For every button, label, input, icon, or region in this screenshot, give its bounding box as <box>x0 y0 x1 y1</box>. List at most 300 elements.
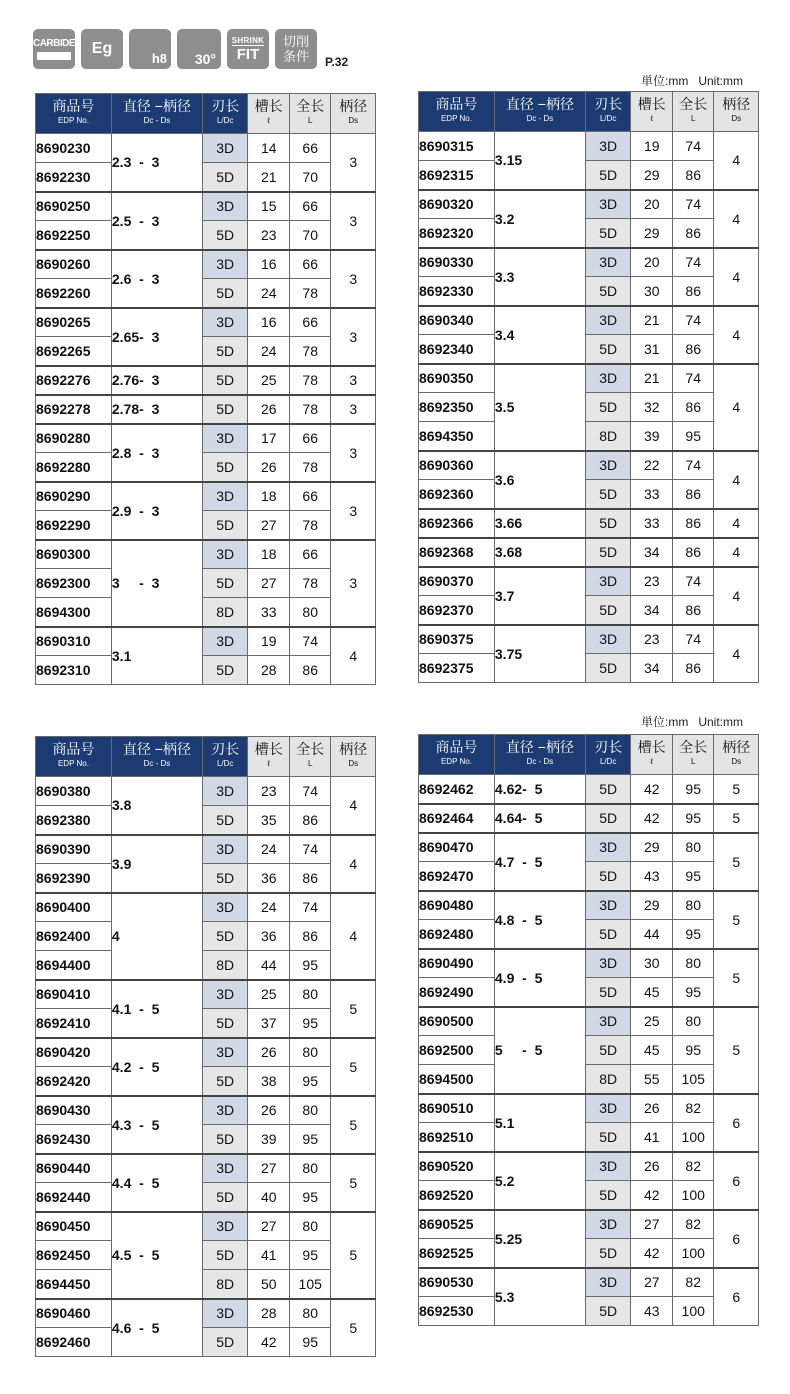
shank-diameter-cell: 3 <box>331 366 376 395</box>
table-row <box>419 804 759 833</box>
table-row <box>36 864 376 893</box>
table-row <box>36 337 376 366</box>
flute-length-cell: 29 <box>631 891 672 920</box>
length-ratio-cell: 5D <box>585 978 631 1007</box>
edp-number-cell: 8690400 <box>36 893 112 922</box>
flute-length-cell: 27 <box>248 1154 289 1183</box>
length-ratio-cell: 3D <box>202 980 248 1009</box>
flute-length-cell: 26 <box>248 395 289 424</box>
column-header-shank <box>714 735 759 775</box>
column-header-edp <box>419 735 495 775</box>
edp-number-cell: 8692340 <box>419 335 495 364</box>
length-ratio-cell: 3D <box>202 192 248 221</box>
overall-length-cell: 86 <box>289 864 330 893</box>
table-row <box>419 1007 759 1036</box>
shank-diameter-cell: 5 <box>714 891 759 949</box>
overall-length-cell: 78 <box>289 453 330 482</box>
length-ratio-cell: 5D <box>585 1297 631 1326</box>
edp-number-cell: 8692360 <box>419 480 495 509</box>
length-ratio-cell: 5D <box>202 1183 248 1212</box>
diameter-cell: 3.7 <box>494 567 585 625</box>
column-header-cn: 槽长 <box>637 96 666 112</box>
table-row <box>36 511 376 540</box>
table-row <box>419 1094 759 1123</box>
overall-length-cell: 86 <box>289 656 330 685</box>
table-row <box>36 777 376 806</box>
column-header-edp <box>419 92 495 132</box>
length-ratio-cell: 5D <box>585 654 631 683</box>
length-ratio-cell: 3D <box>585 1094 631 1123</box>
table-row <box>36 482 376 511</box>
length-ratio-cell: 3D <box>202 540 248 569</box>
diameter-cell: 4.9 - 5 <box>494 949 585 1007</box>
overall-length-cell: 74 <box>672 364 713 393</box>
flute-length-cell: 34 <box>631 654 672 683</box>
overall-length-cell: 86 <box>672 219 713 248</box>
column-header-dia <box>111 94 202 134</box>
diameter-cell: 3.4 <box>494 306 585 364</box>
table-row <box>36 424 376 453</box>
diameter-cell: 4.64- 5 <box>494 804 585 833</box>
column-header-cn: 柄径 <box>722 739 751 755</box>
edp-number-cell: 8690375 <box>419 625 495 654</box>
edp-number-cell: 8692366 <box>419 509 495 538</box>
edp-number-cell: 8690230 <box>36 134 112 163</box>
length-ratio-cell: 5D <box>202 337 248 366</box>
length-ratio-cell: 5D <box>202 221 248 250</box>
diameter-cell: 2.6 - 3 <box>111 250 202 308</box>
flute-length-cell: 21 <box>631 364 672 393</box>
flute-length-cell: 23 <box>631 567 672 596</box>
diameter-cell: 4.7 - 5 <box>494 833 585 891</box>
table-row <box>419 480 759 509</box>
table-row <box>419 364 759 393</box>
column-header-cn: 槽长 <box>254 98 283 114</box>
overall-length-cell: 78 <box>289 511 330 540</box>
shrink-fit-icon-label-top: SHRINK <box>231 35 265 45</box>
shank-diameter-cell: 4 <box>714 306 759 364</box>
column-header-total <box>289 737 330 777</box>
table-row <box>36 1038 376 1067</box>
diameter-cell: 3.6 <box>494 451 585 509</box>
length-ratio-cell: 3D <box>202 482 248 511</box>
spec-table-3 <box>35 736 376 1357</box>
table-row <box>36 835 376 864</box>
length-ratio-cell: 5D <box>202 366 248 395</box>
edp-number-cell: 8692315 <box>419 161 495 190</box>
edp-number-cell: 8692400 <box>36 922 112 951</box>
column-header-dia <box>494 92 585 132</box>
length-ratio-cell: 8D <box>202 598 248 627</box>
overall-length-cell: 74 <box>672 306 713 335</box>
length-ratio-cell: 3D <box>585 451 631 480</box>
length-ratio-cell: 3D <box>202 1096 248 1125</box>
column-header-cn: 柄径 <box>339 741 368 757</box>
length-ratio-cell: 5D <box>202 453 248 482</box>
column-header-flute <box>631 735 672 775</box>
shank-diameter-cell: 3 <box>331 482 376 540</box>
header-row <box>36 737 376 777</box>
overall-length-cell: 95 <box>289 1328 330 1357</box>
overall-length-cell: 78 <box>289 395 330 424</box>
overall-length-cell: 66 <box>289 424 330 453</box>
header-row <box>36 94 376 134</box>
edp-number-cell: 8692260 <box>36 279 112 308</box>
column-header-cn: 刃长 <box>594 96 623 112</box>
edp-number-cell: 8692530 <box>419 1297 495 1326</box>
diameter-cell: 4.2 - 5 <box>111 1038 202 1096</box>
column-header-en: Dc - Ds <box>526 114 554 123</box>
overall-length-cell: 95 <box>289 1125 330 1154</box>
edp-number-cell: 8690450 <box>36 1212 112 1241</box>
edp-number-cell: 8692276 <box>36 366 112 395</box>
edp-number-cell: 8690430 <box>36 1096 112 1125</box>
table-row <box>36 951 376 980</box>
column-header-en: L/Dc <box>599 114 617 123</box>
length-ratio-cell: 5D <box>585 920 631 949</box>
edp-number-cell: 8692480 <box>419 920 495 949</box>
length-ratio-cell: 5D <box>585 219 631 248</box>
flute-length-cell: 42 <box>631 1239 672 1268</box>
diameter-cell: 5.3 <box>494 1268 585 1326</box>
header-row <box>419 735 759 775</box>
overall-length-cell: 95 <box>672 775 713 804</box>
shank-diameter-cell: 4 <box>714 625 759 683</box>
edp-number-cell: 8692460 <box>36 1328 112 1357</box>
column-header-en: Ds <box>348 759 359 768</box>
table-row <box>36 308 376 337</box>
edp-number-cell: 8694350 <box>419 422 495 451</box>
table-row <box>36 1183 376 1212</box>
carbide-icon-label: CARBIDE <box>32 38 76 49</box>
column-header-en: Dc - Ds <box>143 116 171 125</box>
length-ratio-cell: 3D <box>202 1038 248 1067</box>
overall-length-cell: 86 <box>672 509 713 538</box>
table-row <box>36 221 376 250</box>
shank-diameter-cell: 4 <box>714 538 759 567</box>
overall-length-cell: 95 <box>289 1241 330 1270</box>
overall-length-cell: 100 <box>672 1181 713 1210</box>
diameter-cell: 2.78- 3 <box>111 395 202 424</box>
edp-number-cell: 8692250 <box>36 221 112 250</box>
length-ratio-cell: 5D <box>585 1181 631 1210</box>
length-ratio-cell: 5D <box>585 1123 631 1152</box>
table-row <box>36 1009 376 1038</box>
edp-number-cell: 8692520 <box>419 1181 495 1210</box>
overall-length-cell: 100 <box>672 1123 713 1152</box>
overall-length-cell: 95 <box>289 1009 330 1038</box>
edp-number-cell: 8690380 <box>36 777 112 806</box>
diameter-cell: 2.76- 3 <box>111 366 202 395</box>
overall-length-cell: 86 <box>672 480 713 509</box>
diameter-cell: 4.8 - 5 <box>494 891 585 949</box>
shank-diameter-cell: 5 <box>331 1212 376 1299</box>
edp-number-cell: 8692450 <box>36 1241 112 1270</box>
overall-length-cell: 80 <box>672 833 713 862</box>
edp-number-cell: 8690370 <box>419 567 495 596</box>
flute-length-cell: 42 <box>248 1328 289 1357</box>
flute-length-cell: 34 <box>631 538 672 567</box>
flute-length-cell: 30 <box>631 277 672 306</box>
edp-number-cell: 8690330 <box>419 248 495 277</box>
column-header-cn: 柄径 <box>722 96 751 112</box>
length-ratio-cell: 3D <box>202 835 248 864</box>
length-ratio-cell: 3D <box>202 1212 248 1241</box>
table-row <box>419 625 759 654</box>
shank-diameter-cell: 4 <box>331 777 376 835</box>
shank-diameter-cell: 5 <box>714 775 759 804</box>
flute-length-cell: 43 <box>631 862 672 891</box>
edp-number-cell: 8692525 <box>419 1239 495 1268</box>
shank-diameter-cell: 4 <box>714 248 759 306</box>
edp-number-cell: 8690420 <box>36 1038 112 1067</box>
shank-diameter-cell: 4 <box>331 627 376 685</box>
table-row <box>419 1123 759 1152</box>
diameter-cell: 4.5 - 5 <box>111 1212 202 1299</box>
shank-diameter-cell: 4 <box>331 893 376 980</box>
table-row <box>36 598 376 627</box>
overall-length-cell: 95 <box>672 804 713 833</box>
overall-length-cell: 74 <box>289 777 330 806</box>
table-row <box>36 163 376 192</box>
length-ratio-cell: 5D <box>202 1067 248 1096</box>
overall-length-cell: 80 <box>289 1299 330 1328</box>
table-row <box>36 134 376 163</box>
table-row <box>36 656 376 685</box>
edp-number-cell: 8690260 <box>36 250 112 279</box>
table-row <box>36 1067 376 1096</box>
overall-length-cell: 70 <box>289 163 330 192</box>
flute-length-cell: 39 <box>631 422 672 451</box>
column-header-en: Dc - Ds <box>143 759 171 768</box>
table-row <box>419 219 759 248</box>
flute-length-cell: 38 <box>248 1067 289 1096</box>
flute-length-cell: 25 <box>248 366 289 395</box>
shank-diameter-cell: 3 <box>331 192 376 250</box>
overall-length-cell: 86 <box>672 538 713 567</box>
overall-length-cell: 80 <box>289 1096 330 1125</box>
overall-length-cell: 86 <box>672 654 713 683</box>
overall-length-cell: 66 <box>289 192 330 221</box>
edp-number-cell: 8692265 <box>36 337 112 366</box>
h8-icon <box>129 29 171 69</box>
edp-number-cell: 8692300 <box>36 569 112 598</box>
length-ratio-cell: 5D <box>585 538 631 567</box>
length-ratio-cell: 5D <box>585 161 631 190</box>
edp-number-cell: 8690490 <box>419 949 495 978</box>
overall-length-cell: 74 <box>289 893 330 922</box>
flute-length-cell: 18 <box>248 482 289 511</box>
diameter-cell: 2.65- 3 <box>111 308 202 366</box>
shank-diameter-cell: 5 <box>331 1154 376 1212</box>
flute-length-cell: 36 <box>248 922 289 951</box>
diameter-cell: 2.3 - 3 <box>111 134 202 192</box>
flute-length-cell: 25 <box>631 1007 672 1036</box>
length-ratio-cell: 5D <box>202 806 248 835</box>
length-ratio-cell: 5D <box>202 511 248 540</box>
column-header-cn: 商品号 <box>52 741 95 757</box>
flute-length-cell: 28 <box>248 656 289 685</box>
flute-length-cell: 50 <box>248 1270 289 1299</box>
diameter-cell: 3.68 <box>494 538 585 567</box>
shank-diameter-cell: 5 <box>714 833 759 891</box>
length-ratio-cell: 8D <box>202 1270 248 1299</box>
cutting-conditions-icon-label: 切削 条件 <box>282 34 309 64</box>
edp-number-cell: 8694300 <box>36 598 112 627</box>
column-header-edp <box>36 94 112 134</box>
column-header-en: L/Dc <box>216 116 234 125</box>
column-header-ld <box>585 735 631 775</box>
column-header-en: L/Dc <box>216 759 234 768</box>
diameter-cell: 5.25 <box>494 1210 585 1268</box>
length-ratio-cell: 3D <box>202 308 248 337</box>
length-ratio-cell: 5D <box>585 393 631 422</box>
length-ratio-cell: 5D <box>202 569 248 598</box>
shank-diameter-cell: 5 <box>714 1007 759 1094</box>
table-row <box>36 922 376 951</box>
flute-length-cell: 27 <box>248 511 289 540</box>
table-row <box>419 451 759 480</box>
edp-number-cell: 8690315 <box>419 132 495 161</box>
edp-number-cell: 8690510 <box>419 1094 495 1123</box>
edp-number-cell: 8690525 <box>419 1210 495 1239</box>
edp-number-cell: 8690530 <box>419 1268 495 1297</box>
edp-number-cell: 8692470 <box>419 862 495 891</box>
column-header-en: L <box>307 116 313 125</box>
table-row <box>419 1268 759 1297</box>
flute-length-cell: 26 <box>631 1094 672 1123</box>
table-row <box>419 1152 759 1181</box>
column-header-flute <box>248 737 289 777</box>
unit-label-bottom: 単位:mm Unit:mm <box>641 715 743 729</box>
overall-length-cell: 82 <box>672 1152 713 1181</box>
length-ratio-cell: 5D <box>202 1328 248 1357</box>
overall-length-cell: 95 <box>289 951 330 980</box>
column-header-en: ℓ <box>267 116 271 125</box>
length-ratio-cell: 5D <box>585 509 631 538</box>
length-ratio-cell: 3D <box>585 132 631 161</box>
length-ratio-cell: 5D <box>585 480 631 509</box>
length-ratio-cell: 3D <box>202 893 248 922</box>
flute-length-cell: 39 <box>248 1125 289 1154</box>
shank-diameter-cell: 5 <box>331 1299 376 1357</box>
diameter-cell: 4.1 - 5 <box>111 980 202 1038</box>
table-row <box>36 627 376 656</box>
table-row <box>36 1125 376 1154</box>
column-header-en: L/Dc <box>599 757 617 766</box>
column-header-en: EDP No. <box>440 757 472 766</box>
length-ratio-cell: 3D <box>585 1210 631 1239</box>
edp-number-cell: 8694500 <box>419 1065 495 1094</box>
flute-length-cell: 20 <box>631 248 672 277</box>
diameter-cell: 4.62- 5 <box>494 775 585 804</box>
eg-icon <box>81 29 123 69</box>
edp-number-cell: 8690320 <box>419 190 495 219</box>
table-row <box>419 277 759 306</box>
column-header-total <box>289 94 330 134</box>
length-ratio-cell: 3D <box>585 949 631 978</box>
flute-length-cell: 29 <box>631 219 672 248</box>
eg-icon-label: Eg <box>91 40 113 57</box>
edp-number-cell: 8690410 <box>36 980 112 1009</box>
diameter-cell: 3.2 <box>494 190 585 248</box>
overall-length-cell: 80 <box>672 949 713 978</box>
overall-length-cell: 78 <box>289 279 330 308</box>
length-ratio-cell: 3D <box>202 1154 248 1183</box>
diameter-cell: 2.8 - 3 <box>111 424 202 482</box>
shank-diameter-cell: 6 <box>714 1268 759 1326</box>
unit-label-top: 単位:mm Unit:mm <box>641 74 743 88</box>
shank-diameter-cell: 3 <box>331 134 376 192</box>
edp-number-cell: 8692500 <box>419 1036 495 1065</box>
column-header-en: ℓ <box>650 114 654 123</box>
column-header-ld <box>202 94 248 134</box>
shrink-fit-icon <box>227 29 269 69</box>
column-header-total <box>672 735 713 775</box>
flute-length-cell: 33 <box>631 480 672 509</box>
length-ratio-cell: 8D <box>202 951 248 980</box>
overall-length-cell: 86 <box>672 335 713 364</box>
column-header-cn: 直径 −柄径 <box>122 741 191 757</box>
edp-number-cell: 8690390 <box>36 835 112 864</box>
table-row <box>419 248 759 277</box>
table-row <box>419 978 759 1007</box>
table-row <box>36 279 376 308</box>
overall-length-cell: 80 <box>289 1154 330 1183</box>
flute-length-cell: 29 <box>631 833 672 862</box>
table-row <box>36 192 376 221</box>
flute-length-cell: 26 <box>631 1152 672 1181</box>
diameter-cell: 3.8 <box>111 777 202 835</box>
overall-length-cell: 105 <box>672 1065 713 1094</box>
table-row <box>419 190 759 219</box>
overall-length-cell: 80 <box>672 891 713 920</box>
flute-length-cell: 33 <box>248 598 289 627</box>
column-header-en: ℓ <box>267 759 271 768</box>
flute-length-cell: 16 <box>248 308 289 337</box>
shank-diameter-cell: 4 <box>714 364 759 451</box>
flute-length-cell: 36 <box>248 864 289 893</box>
flute-length-cell: 31 <box>631 335 672 364</box>
column-header-cn: 全长 <box>296 741 325 757</box>
edp-number-cell: 8690350 <box>419 364 495 393</box>
length-ratio-cell: 8D <box>585 1065 631 1094</box>
edp-number-cell: 8692230 <box>36 163 112 192</box>
edp-number-cell: 8690250 <box>36 192 112 221</box>
overall-length-cell: 82 <box>672 1268 713 1297</box>
table-row <box>419 833 759 862</box>
column-header-en: Dc - Ds <box>526 757 554 766</box>
length-ratio-cell: 3D <box>585 1007 631 1036</box>
overall-length-cell: 86 <box>289 806 330 835</box>
edp-number-cell: 8692330 <box>419 277 495 306</box>
carbide-icon <box>33 29 75 69</box>
edp-number-cell: 8692380 <box>36 806 112 835</box>
edp-number-cell: 8692320 <box>419 219 495 248</box>
shank-diameter-cell: 6 <box>714 1152 759 1210</box>
flute-length-cell: 26 <box>248 1096 289 1125</box>
length-ratio-cell: 5D <box>585 862 631 891</box>
shank-diameter-cell: 4 <box>714 509 759 538</box>
edp-number-cell: 8692420 <box>36 1067 112 1096</box>
shank-diameter-cell: 4 <box>714 132 759 190</box>
edp-number-cell: 8692350 <box>419 393 495 422</box>
table-row <box>36 366 376 395</box>
table-row <box>419 775 759 804</box>
column-header-cn: 直径 −柄径 <box>122 98 191 114</box>
flute-length-cell: 41 <box>248 1241 289 1270</box>
flute-length-cell: 24 <box>248 893 289 922</box>
